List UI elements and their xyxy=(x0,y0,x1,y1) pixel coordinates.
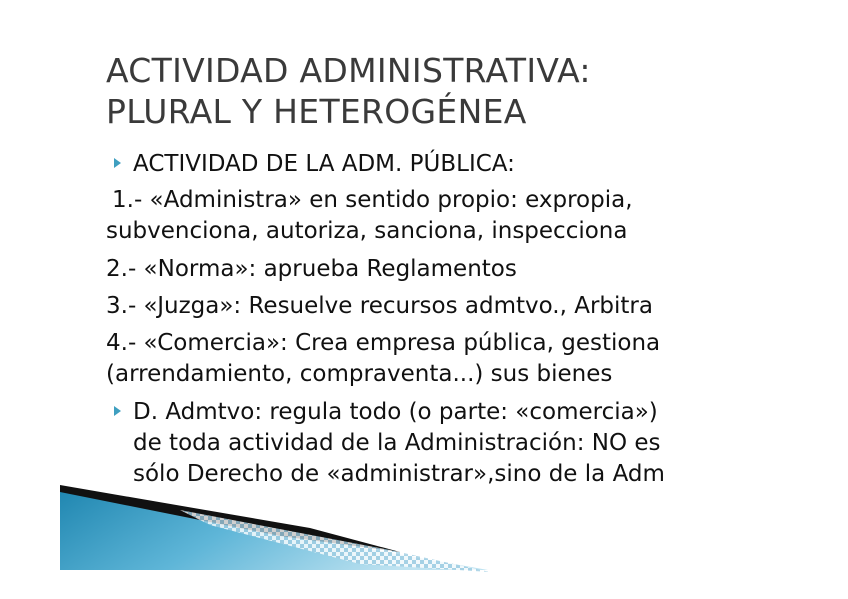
bullet-note xyxy=(114,398,658,427)
note-line-3: sólo Derecho de «administrar»,sino de la Adm xyxy=(133,461,665,487)
note-line-1: D. Admtvo: regula todo (o parte: «comercia») xyxy=(133,399,658,425)
bullet-heading xyxy=(114,150,515,179)
decorative-swoosh xyxy=(60,480,500,575)
item-1-line-2: subvenciona, autoriza, sanciona, inspecciona xyxy=(106,218,628,244)
item-2: 2.- «Norma»: aprueba Reglamentos xyxy=(106,256,517,282)
item-4-line-2: (arrendamiento, compraventa...) sus bienes xyxy=(106,361,613,387)
item-4-line-1: 4.- «Comercia»: Crea empresa pública, gestiona xyxy=(106,330,661,356)
slide-title xyxy=(106,50,591,132)
item-1-line-1: 1.- «Administra» en sentido propio: expropia, xyxy=(112,187,633,213)
note-line-2: de toda actividad de la Administración: NO es xyxy=(133,430,661,456)
item-3: 3.- «Juzga»: Resuelve recursos admtvo., Arbitra xyxy=(106,293,653,319)
triangle-bullet-icon xyxy=(114,158,121,168)
bullet-heading-text: ACTIVIDAD DE LA ADM. PÚBLICA: xyxy=(133,151,515,177)
title-line-1: ACTIVIDAD ADMINISTRATIVA: xyxy=(106,51,591,90)
triangle-bullet-icon xyxy=(114,406,121,416)
title-line-2: PLURAL Y HETEROGÉNEA xyxy=(106,92,527,131)
